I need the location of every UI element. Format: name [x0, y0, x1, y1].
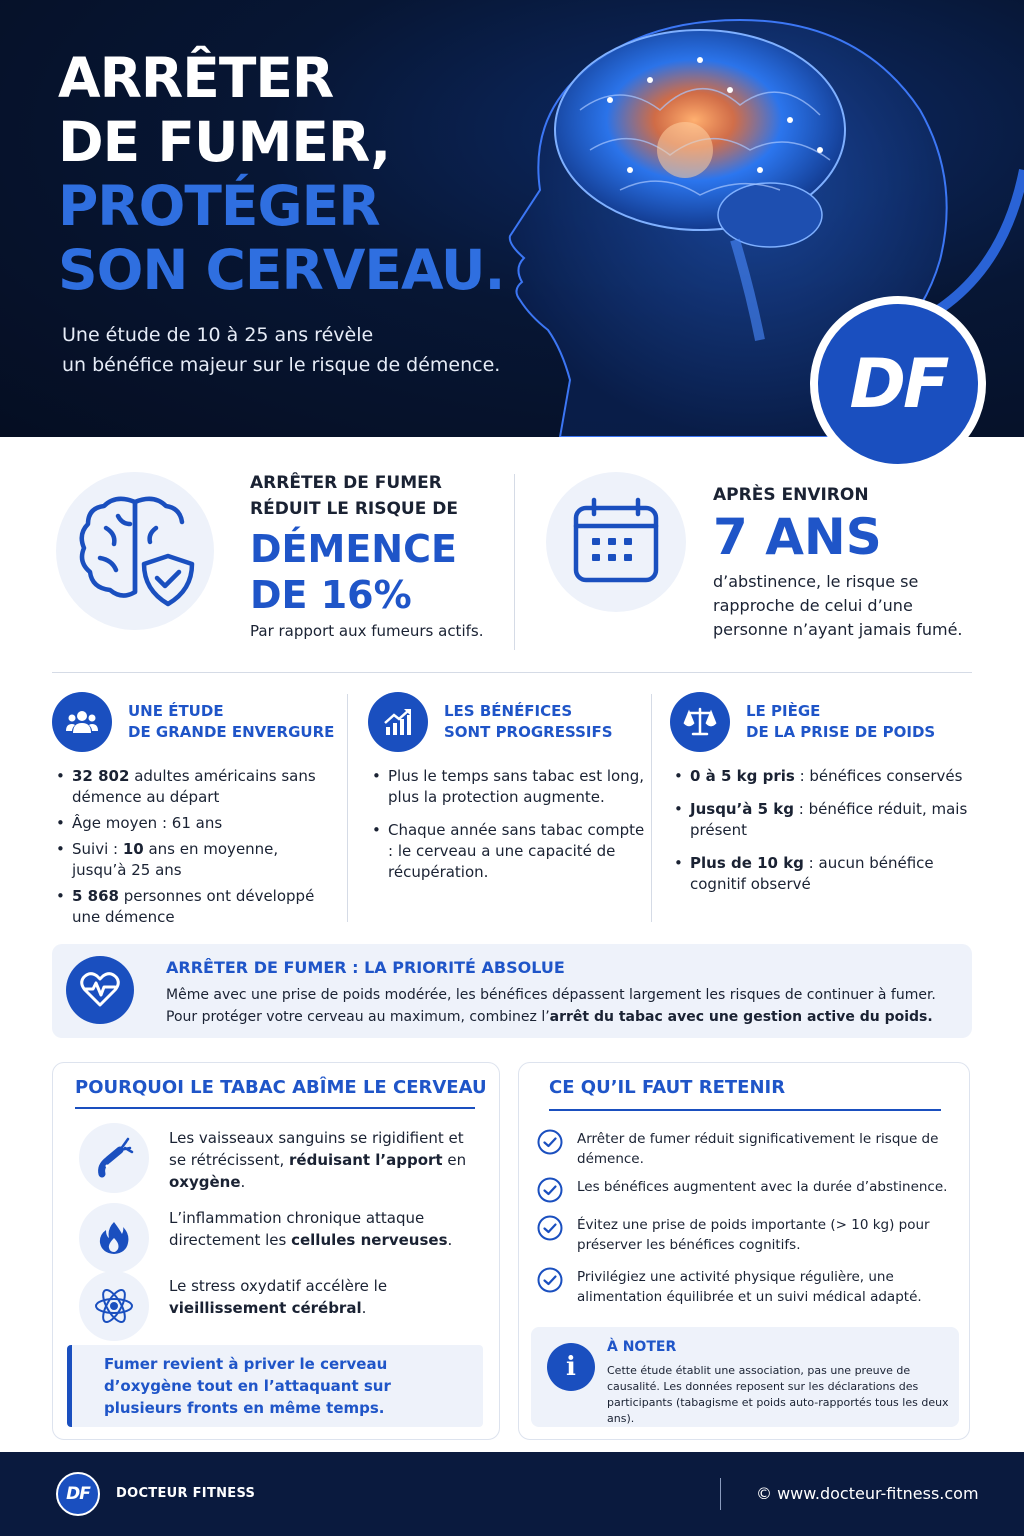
- hero-title: [58, 46, 504, 302]
- list-item: • 5 868 personnes ont développé une démence: [52, 886, 337, 928]
- section-divider: [52, 672, 972, 673]
- hero-subtitle-line1: Une étude de 10 à 25 ans révèle: [62, 324, 374, 346]
- study-list: [52, 766, 337, 928]
- weight-title-line2: DE LA PRISE DE POIDS: [746, 723, 936, 741]
- list-item: • Chaque année sans tabac compte : le cerveau a une capacité de récupération.: [368, 820, 648, 883]
- key-quote: Fumer revient à priver le cerveau d’oxygène tout en l’attaquant sur plusieurs fronts en même temps.: [67, 1345, 483, 1427]
- brain-shield-icon: [56, 472, 214, 630]
- people-icon: [52, 692, 112, 752]
- banner-line2-bold: arrêt du tabac avec une gestion active du poids.: [549, 1009, 933, 1025]
- weight-list: [670, 766, 970, 895]
- stat2-description: [713, 570, 983, 642]
- list-item: • Âge moyen : 61 ans: [52, 813, 337, 834]
- stat1-big-line2: DE 16%: [250, 573, 412, 617]
- reason-text: Le stress oxydatif accélère le vieillissement cérébral.: [169, 1277, 388, 1317]
- benefits-title-line2: SONT PROGRESSIFS: [444, 723, 613, 741]
- check-circle-icon: [537, 1129, 563, 1155]
- df-logo-badge: [810, 296, 986, 472]
- list-item: • Jusqu’à 5 kg : bénéfice réduit, mais présent: [670, 799, 970, 841]
- scale-icon: [670, 692, 730, 752]
- hero-title-line3: PROTÉGER: [58, 174, 380, 238]
- study-title-line2: DE GRANDE ENVERGURE: [128, 723, 335, 741]
- stat2-big: 7 ANS: [713, 508, 882, 566]
- hero-title-line1: ARRÊTER: [58, 46, 334, 110]
- weight-title: [746, 701, 935, 743]
- growth-chart-icon: [368, 692, 428, 752]
- banner-line2: Pour protéger votre cerveau au maximum, combinez l’: [166, 1009, 550, 1025]
- retain-card-title: CE QU’IL FAUT RETENIR: [549, 1077, 786, 1098]
- column-divider: [347, 694, 348, 922]
- check-circle-icon: [537, 1267, 563, 1293]
- footer-brand: DOCTEUR FITNESS: [116, 1486, 256, 1501]
- benefits-title-line1: LES BÉNÉFICES: [444, 702, 573, 720]
- list-item: • 0 à 5 kg pris : bénéfices conservés: [670, 766, 970, 787]
- stat1-line1: ARRÊTER DE FUMER: [250, 473, 442, 493]
- reason-item: [79, 1271, 479, 1341]
- info-icon: i: [547, 1343, 595, 1391]
- check-circle-icon: [537, 1215, 563, 1241]
- reason-item: [79, 1123, 479, 1193]
- retain-card-rule: [549, 1109, 941, 1111]
- footer-logo: DF: [56, 1472, 100, 1516]
- footer-divider: [720, 1478, 721, 1510]
- list-item: • Plus le temps sans tabac est long, plus la protection augmente.: [368, 766, 648, 808]
- hero-title-line2: DE FUMER,: [58, 110, 391, 174]
- benefits-list: [368, 766, 648, 883]
- note-title: À NOTER: [607, 1339, 677, 1355]
- takeaway-text: Arrêter de fumer réduit significativement le risque de démence.: [577, 1131, 939, 1167]
- stats-divider: [514, 474, 515, 650]
- list-item: • Suivi : 10 ans en moyenne, jusqu’à 25 ans: [52, 839, 337, 881]
- footer: [0, 1452, 1024, 1536]
- stat1-big: [250, 526, 510, 618]
- study-column: [52, 692, 337, 933]
- column-divider: [651, 694, 652, 922]
- note-text: Cette étude établit une association, pas une preuve de causalité. Les données reposent sur les déclarations des participants (tabagisme et poids auto-rapportés tous les deux ans).: [607, 1364, 949, 1425]
- stat2-desc-line1: d’abstinence, le risque se: [713, 572, 919, 591]
- calendar-icon: [546, 472, 686, 612]
- benefits-column: [368, 692, 648, 895]
- stat-seven-years: [713, 482, 983, 642]
- banner-title: ARRÊTER DE FUMER : LA PRIORITÉ ABSOLUE: [166, 958, 565, 977]
- hero-subtitle-line2: un bénéfice majeur sur le risque de démence.: [62, 354, 501, 376]
- reason-item: [79, 1203, 479, 1273]
- list-item: • 32 802 adultes américains sans démence au départ: [52, 766, 337, 808]
- flame-icon: [79, 1203, 149, 1273]
- stat1-note: Par rapport aux fumeurs actifs.: [250, 622, 484, 640]
- note-box: [531, 1327, 959, 1427]
- banner-line1: Même avec une prise de poids modérée, les bénéfices dépassent largement les risques de continuer à fumer.: [166, 987, 936, 1003]
- study-title-line1: UNE ÉTUDE: [128, 702, 224, 720]
- benefits-title: [444, 701, 613, 743]
- takeaway-text: Évitez une prise de poids importante (> 10 kg) pour préserver les bénéfices cognitifs.: [577, 1217, 930, 1253]
- website-link[interactable]: © www.docteur-fitness.com: [756, 1484, 979, 1503]
- check-circle-icon: [537, 1177, 563, 1203]
- banner-text: [166, 984, 966, 1028]
- stat2-desc-line2: rapproche de celui d’une: [713, 596, 913, 615]
- df-logo-text: DF: [849, 344, 947, 424]
- why-card-title: POURQUOI LE TABAC ABÎME LE CERVEAU: [75, 1077, 487, 1098]
- blood-vessel-icon: [79, 1123, 149, 1193]
- why-tobacco-card: [52, 1062, 500, 1440]
- weight-column: [670, 692, 970, 907]
- study-title: [128, 701, 334, 743]
- stat-dementia-reduction: [250, 470, 510, 640]
- reason-text: Les vaisseaux sanguins se rigidifient et se rétrécissent, réduisant l’apport en oxygène.: [169, 1129, 467, 1191]
- reason-text: L’inflammation chronique attaque directement les cellules nerveuses.: [169, 1209, 453, 1249]
- stat1-line2: RÉDUIT LE RISQUE DE: [250, 499, 458, 519]
- heart-pulse-icon: [66, 956, 134, 1024]
- stat2-line1: APRÈS ENVIRON: [713, 485, 869, 505]
- atom-icon: [79, 1271, 149, 1341]
- takeaway-text: Privilégiez une activité physique régulière, une alimentation équilibrée et un suivi médical adapté.: [577, 1269, 922, 1305]
- weight-title-line1: LE PIÈGE: [746, 702, 821, 720]
- hero-subtitle: [62, 320, 582, 380]
- stat1-big-line1: DÉMENCE: [250, 527, 457, 571]
- key-takeaways-card: [518, 1062, 970, 1440]
- priority-banner: [52, 944, 972, 1038]
- hero-title-line4: SON CERVEAU.: [58, 238, 505, 302]
- stat2-desc-line3: personne n’ayant jamais fumé.: [713, 620, 963, 639]
- why-card-rule: [75, 1107, 475, 1109]
- list-item: • Plus de 10 kg : aucun bénéfice cognitif observé: [670, 853, 970, 895]
- takeaway-text: Les bénéfices augmentent avec la durée d’abstinence.: [577, 1179, 948, 1195]
